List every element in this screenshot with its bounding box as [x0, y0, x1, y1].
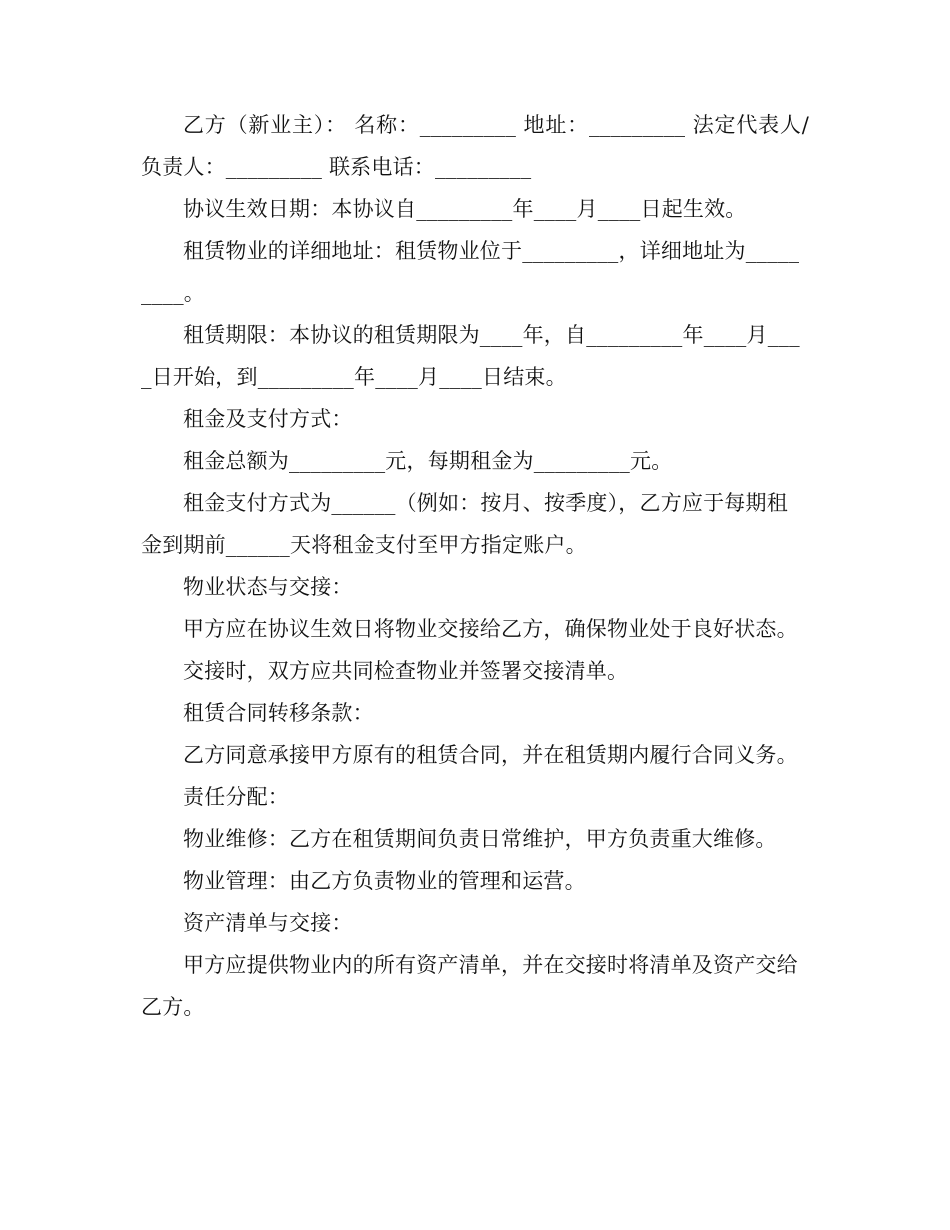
asset-list-heading: 资产清单与交接：	[183, 911, 353, 935]
party-b-info-paragraph: 乙方（新业主）： 名称：_________ 地址：_________ 法定代表人/负责人：_________ 联系电话：_________	[141, 113, 809, 179]
rent-method-paragraph: 租金支付方式为______（例如：按月、按季度），乙方应于每期租金到期前______天将租金支付至甲方指定账户。	[141, 491, 788, 557]
document-body	[141, 104, 809, 1028]
maintenance-paragraph: 物业维修：乙方在租赁期间负责日常维护，甲方负责重大维修。	[183, 827, 777, 851]
contract-transfer-heading: 租赁合同转移条款：	[183, 701, 374, 725]
rent-amount-paragraph: 租金总额为_________元，每期租金为_________元。	[183, 449, 673, 473]
management-paragraph: 物业管理：由乙方负责物业的管理和运营。	[183, 869, 586, 893]
property-handover-heading: 物业状态与交接：	[183, 575, 353, 599]
property-address-paragraph: 租赁物业的详细地址：租赁物业位于_________，详细地址为_________。	[141, 239, 800, 305]
contract-transfer-paragraph: 乙方同意承接甲方原有的租赁合同，并在租赁期内履行合同义务。	[183, 743, 798, 767]
handover-inspection-paragraph: 交接时，双方应共同检查物业并签署交接清单。	[183, 659, 629, 683]
lease-term-paragraph: 租赁期限：本协议的租赁期限为____年，自_________年____月____日开始，到_________年____月____日结束。	[141, 323, 800, 389]
rent-payment-heading: 租金及支付方式：	[183, 407, 353, 431]
effective-date-paragraph: 协议生效日期：本协议自_________年____月____日起生效。	[183, 197, 747, 221]
asset-list-paragraph: 甲方应提供物业内的所有资产清单，并在交接时将清单及资产交给乙方。	[141, 953, 798, 1019]
responsibility-heading: 责任分配：	[183, 785, 289, 809]
handover-condition-paragraph: 甲方应在协议生效日将物业交接给乙方，确保物业处于良好状态。	[183, 617, 798, 641]
